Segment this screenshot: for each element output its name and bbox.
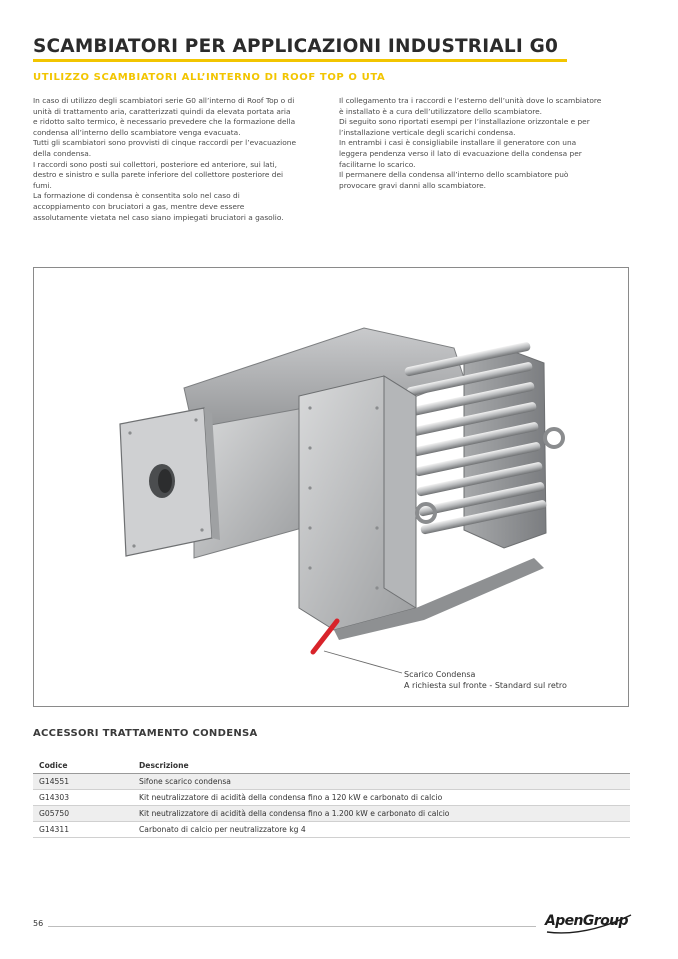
callout-leader-line	[324, 651, 402, 673]
heat-exchanger-figure	[33, 267, 629, 707]
cell-description: Carbonato di calcio per neutralizzatore kg 4	[133, 821, 630, 837]
column-header-code: Codice	[33, 758, 133, 773]
body-text-left: In caso di utilizzo degli scambiatori serie G0 all’interno di Roof Top o di unità di trattamento aria, caratterizzati quindi da elevata portata aria e ridotto salto termico, è necessario prevedere che la formazione della condensa all’interno dello scambiatore venga evacuata. Tutti gli scambiatori sono provvisti di cinque raccordi per l’evacuazione della condensa. I raccordi sono posti sui collettori, posteriore ed anteriore, sui lati, destro e sinistro e sulla parete inferiore del collettore posteriore dei fumi. La formazione di condensa è consentita solo nel caso di accoppiamento con bruciatori a gas, mentre deve essere assolutamente vietata nel caso siano impiegati bruciatori a gasolio.	[33, 96, 296, 222]
cell-code: G14303	[33, 789, 133, 805]
body-text-right: Il collegamento tra i raccordi e l’esterno dell’unità dove lo scambiatore è installato è a cura dell’utilizzatore dello scambiatore. Di seguito sono riportati esempi per l’installazione orizzontale e per l’installazione verticale degli scarichi condensa. In entrambi i casi è consigliabile installare il generatore con una leggera pendenza verso il lato di evacuazione della condensa per facilitarne lo scarico. Il permanere della condensa all’interno dello scambiatore può provocare gravi danni allo scambiatore.	[339, 96, 602, 190]
body-column-right	[339, 96, 634, 191]
logo-text: ApenGroup	[545, 913, 628, 929]
cell-code: G14311	[33, 821, 133, 837]
column-header-description: Descrizione	[133, 758, 630, 773]
page-title: SCAMBIATORI PER APPLICAZIONI INDUSTRIALI G0	[33, 36, 559, 57]
table-row	[33, 805, 630, 821]
callout-title: Scarico Condensa	[404, 670, 476, 679]
table-row	[33, 821, 630, 837]
apengroup-logo	[545, 911, 635, 935]
cell-description: Sifone scarico condensa	[133, 773, 630, 789]
accessories-table	[33, 758, 630, 838]
footer-rule	[48, 926, 536, 927]
page-number: 56	[33, 919, 44, 928]
heat-exchanger-illustration	[34, 268, 630, 708]
body-column-left	[33, 96, 333, 223]
condensate-drain-pipe	[313, 621, 337, 652]
section-subtitle: UTILIZZO SCAMBIATORI ALL’INTERNO DI ROOF TOP O UTA	[33, 72, 386, 83]
cell-description: Kit neutralizzatore di acidità della condensa fino a 120 kW e carbonato di calcio	[133, 789, 630, 805]
table-row	[33, 773, 630, 789]
cell-description: Kit neutralizzatore di acidità della condensa fino a 1.200 kW e carbonato di calcio	[133, 805, 630, 821]
cell-code: G14551	[33, 773, 133, 789]
table-row	[33, 789, 630, 805]
callout-subtitle: A richiesta sul fronte - Standard sul retro	[404, 681, 567, 690]
table-header-row	[33, 758, 630, 773]
title-underline	[33, 59, 567, 62]
cell-code: G05750	[33, 805, 133, 821]
accessories-title: ACCESSORI TRATTAMENTO CONDENSA	[33, 728, 258, 739]
exchanger-body	[120, 328, 563, 640]
